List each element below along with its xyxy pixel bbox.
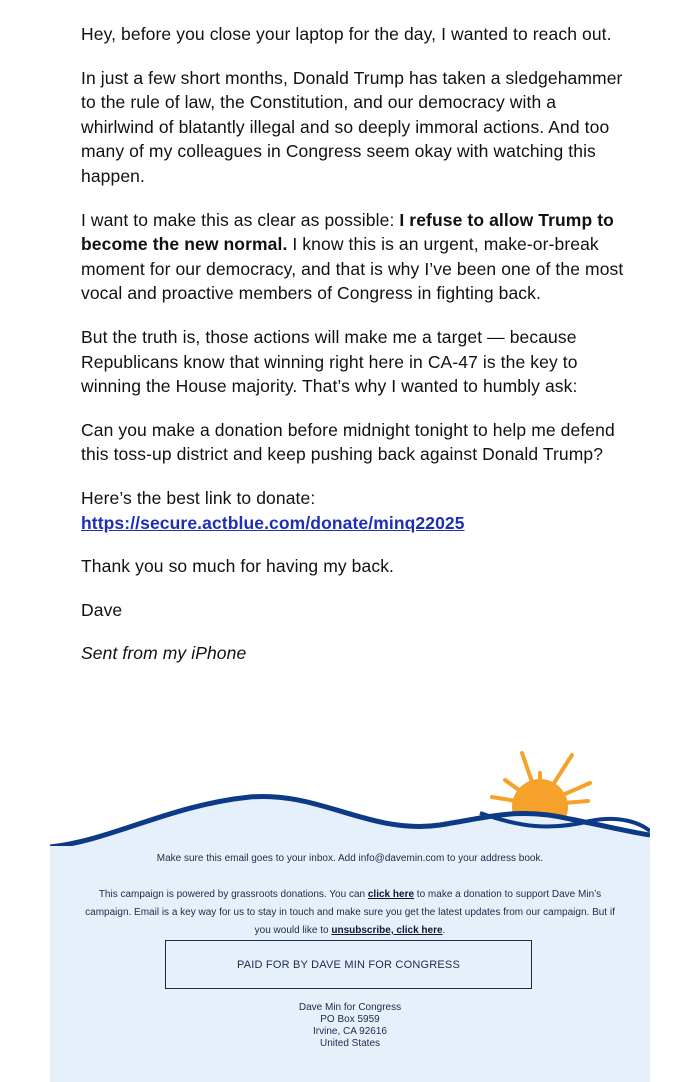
donate-link[interactable]: https://secure.actblue.com/donate/minq22025	[81, 512, 465, 533]
paid-for-box: PAID FOR BY DAVE MIN FOR CONGRESS	[165, 940, 532, 989]
paragraph-thanks: Thank you so much for having my back.	[81, 556, 395, 577]
address-line: Irvine, CA 92616	[313, 1026, 387, 1037]
grassroots-note	[78, 886, 622, 940]
refuse-bold: I refuse to allow Trump to become the new normal.	[81, 209, 614, 255]
donate-click-here-link[interactable]: click here	[367, 889, 415, 900]
footer	[50, 846, 650, 1082]
address-line: PO Box 5959	[320, 1014, 380, 1025]
sent-from-iphone: Sent from my iPhone	[81, 643, 247, 664]
grassroots-text-b: to make a donation to support Dave Min’s campaign. Email is a key way for us to stay in touch and make sure you get the latest updates from our campaign. But if you would like to	[85, 889, 615, 936]
paragraph-intro: Hey, before you close your laptop for the day, I wanted to reach out.	[81, 24, 612, 44]
mailing-address	[50, 1002, 650, 1050]
grassroots-text-c: .	[442, 925, 446, 936]
grassroots-text-a: This campaign is powered by grassroots donations. You can	[98, 889, 368, 900]
paragraph-target: But the truth is, those actions will make me a target — because Republicans know that winning right here in CA-47 is the key to winning the House majority. That’s why I wanted to humbly ask:	[81, 326, 578, 397]
refuse-lead: I want to make this as clear as possible:	[81, 209, 400, 230]
paragraph-refuse	[81, 208, 626, 306]
unsubscribe-link[interactable]: unsubscribe, click here	[331, 925, 443, 936]
sun-wave-banner	[50, 745, 650, 855]
address-line: United States	[319, 1038, 381, 1049]
email-body	[81, 22, 626, 666]
donate-lead: Here’s the best link to donate:	[81, 487, 316, 508]
address-line: Dave Min for Congress	[298, 1002, 402, 1013]
refuse-tail: I know this is an urgent, make-or-break moment for our democracy, and that is why I’ve been one of the most vocal and proactive members of Congress in fighting back.	[81, 234, 624, 304]
inbox-note: Make sure this email goes to your inbox. Add info@davemin.com to your address book.	[156, 853, 544, 864]
paragraph-donate	[81, 486, 626, 535]
paragraph-trump: In just a few short months, Donald Trump has taken a sledgehammer to the rule of law, the Constitution, and our democracy with a whirlwind of blatantly illegal and so deeply immoral actions. And too many of my colleagues in Congress seem okay with watching this happen.	[81, 67, 623, 186]
paragraph-ask: Can you make a donation before midnight tonight to help me defend this toss-up district and keep pushing back against Donald Trump?	[81, 419, 615, 465]
signature-name: Dave	[81, 599, 123, 620]
